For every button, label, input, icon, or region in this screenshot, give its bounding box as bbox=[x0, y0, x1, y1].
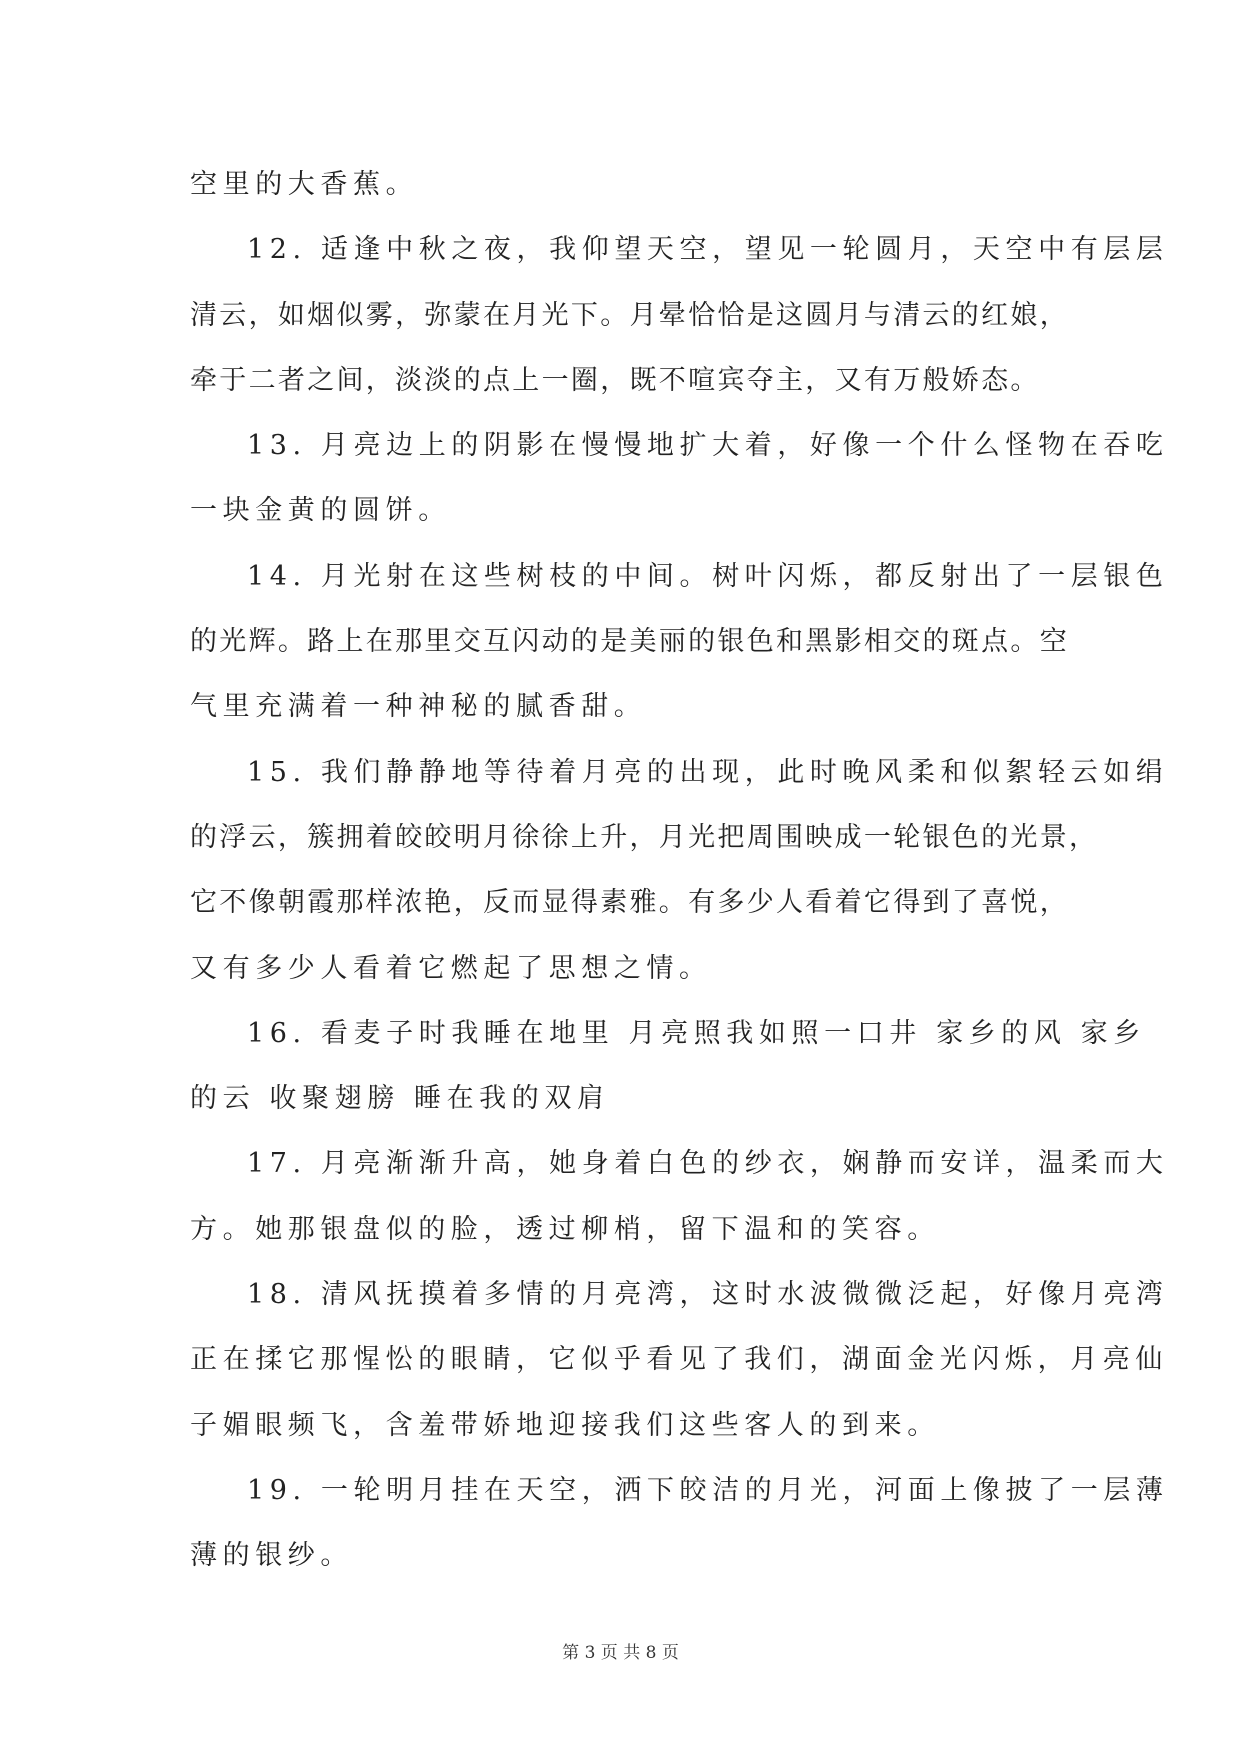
text-line: 15. 我们静静地等待着月亮的出现，此时晚风柔和似絮轻云如绢 bbox=[247, 756, 1169, 788]
text-line: 14. 月光射在这些树枝的中间。树叶闪烁，都反射出了一层银色 bbox=[247, 560, 1169, 592]
page-number-footer: 第 3 页 共 8 页 bbox=[562, 1643, 679, 1663]
text-line: 方。她那银盘似的脸，透过柳梢，留下温和的笑容。 bbox=[190, 1213, 940, 1245]
text-line: 气里充满着一种神秘的腻香甜。 bbox=[190, 691, 647, 723]
text-line: 子媚眼频飞，含羞带娇地迎接我们这些客人的到来。 bbox=[190, 1409, 940, 1441]
text-line: 16. 看麦子时我睡在地里 月亮照我如照一口井 家乡的风 家乡 bbox=[247, 1017, 1146, 1049]
text-line: 18. 清风抚摸着多情的月亮湾，这时水波微微泛起，好像月亮湾 bbox=[247, 1279, 1169, 1311]
text-line: 薄的银纱。 bbox=[190, 1540, 353, 1572]
text-line: 12. 适逢中秋之夜，我仰望天空，望见一轮圆月，天空中有层层 bbox=[247, 234, 1169, 266]
text-line: 的浮云，簇拥着皎皎明月徐徐上升，月光把周围映成一轮银色的光景， bbox=[190, 821, 1099, 853]
body-text bbox=[190, 152, 1169, 1589]
text-line: 清云，如烟似雾，弥蒙在月光下。月晕恰恰是这圆月与清云的红娘， bbox=[190, 299, 1069, 331]
text-line: 又有多少人看着它燃起了思想之情。 bbox=[190, 952, 712, 984]
text-line: 正在揉它那惺忪的眼睛，它似乎看见了我们，湖面金光闪烁，月亮仙 bbox=[190, 1344, 1168, 1376]
text-line: 空里的大香蕉。 bbox=[190, 169, 419, 200]
text-line: 牵于二者之间，淡淡的点上一圈，既不喧宾夺主，又有万般娇态。 bbox=[190, 364, 1040, 396]
text-line: 一块金黄的圆饼。 bbox=[190, 495, 451, 527]
text-line: 17. 月亮渐渐升高，她身着白色的纱衣，娴静而安详，温柔而大 bbox=[247, 1148, 1169, 1180]
text-line: 的云 收聚翅膀 睡在我的双肩 bbox=[190, 1083, 610, 1115]
text-line: 19. 一轮明月挂在天空，洒下皎洁的月光，河面上像披了一层薄 bbox=[247, 1474, 1169, 1506]
text-line: 的光辉。路上在那里交互闪动的是美丽的银色和黑影相交的斑点。空 bbox=[190, 626, 1069, 658]
text-line: 13. 月亮边上的阴影在慢慢地扩大着，好像一个什么怪物在吞吃 bbox=[247, 430, 1169, 462]
text-line: 它不像朝霞那样浓艳，反而显得素雅。有多少人看着它得到了喜悦， bbox=[190, 887, 1069, 919]
